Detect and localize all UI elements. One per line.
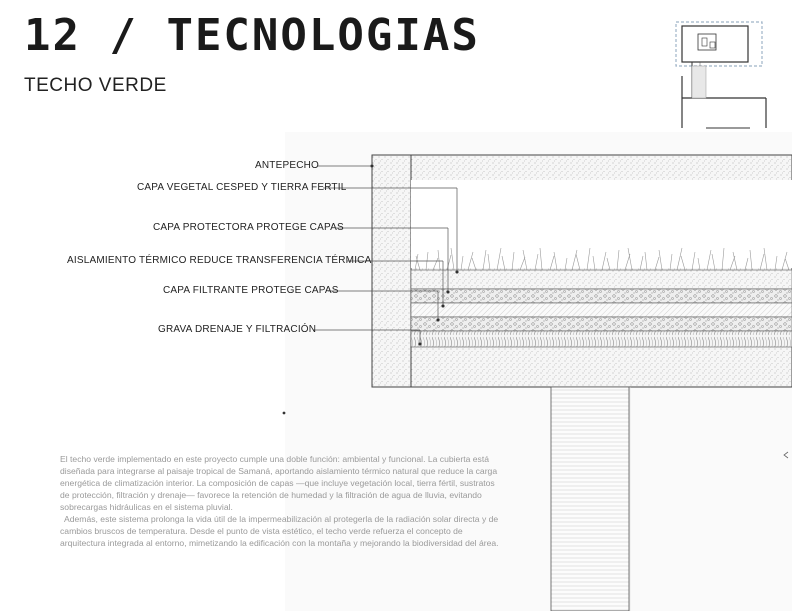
label-vegetation-layer: CAPA VEGETAL CESPED Y TIERRA FERTIL	[137, 182, 347, 193]
label-parapet: ANTEPECHO	[255, 160, 320, 171]
page-subtitle: TECHO VERDE	[24, 75, 167, 96]
column	[551, 387, 629, 611]
page-title: 12 / TECNOLOGIAS	[24, 10, 480, 61]
description-text	[60, 453, 500, 549]
parapet	[372, 155, 411, 387]
label-insulation-layer: AISLAMIENTO TÉRMICO REDUCE TRANSFERENCIA TÉRMICA	[67, 255, 372, 266]
insulation-layer	[411, 303, 792, 317]
label-protection-layer: CAPA PROTECTORA PROTEGE CAPAS	[153, 222, 344, 233]
protection-layer	[411, 289, 792, 303]
drainage-layer	[411, 331, 792, 347]
filter-layer	[411, 317, 792, 331]
description-paragraph-1: El techo verde implementado en este proyecto cumple una doble función: ambiental y funcional. La cubierta está diseñada para integrarse al paisaje tropical de Samaná, aportando aislamiento térmico natural que reduce la carga energética de climatización interior. La composición de capas —que incluye vegetación local, tierra fértil, sustratos de protección, filtración y drenaje— favorece la retención de humedad y la filtración de agua de lluvia, evitando sobrecargas hidráulicas en el sistema pluvial.	[60, 454, 498, 512]
label-gravel-layer: GRAVA DRENAJE Y FILTRACIÓN	[158, 324, 317, 335]
description-paragraph-2: Además, este sistema prolonga la vida útil de la impermeabilización al protegerla de la radiación solar directa y de cambios bruscos de temperatura. Desde el punto de vista estético, el techo verde refuerza el concepto de arquitectura integrada al entorno, mimetizando la edificación con la montaña y mejorando la biodiversidad del área.	[60, 514, 499, 548]
label-filter-layer: CAPA FILTRANTE PROTEGE CAPAS	[163, 285, 339, 296]
soil-layer	[411, 270, 792, 289]
